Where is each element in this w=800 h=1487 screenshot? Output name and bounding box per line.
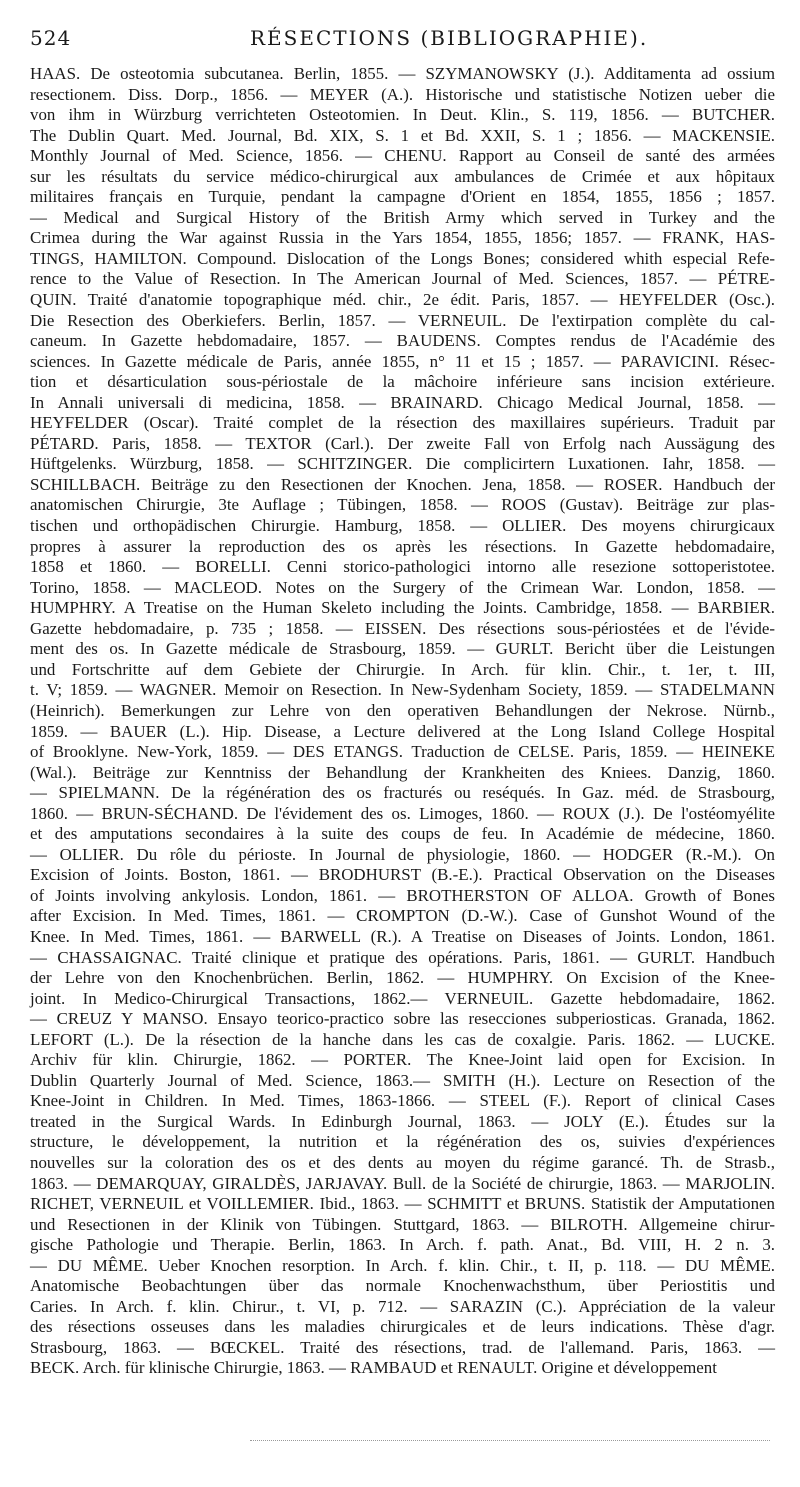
text-line: SCHILLBACH. Beiträge zu den Resectionen der Knochen. Jena, 1858. — ROSER. Handbuch der	[30, 474, 775, 494]
text-line: joint. In Medico-Chirurgical Transactions, 1862.— VERNEUIL. Gazette hebdomadaire, 1862.	[30, 988, 775, 1008]
text-line: — CREUZ Y MANSO. Ensayo teorico-practico sobre las resecciones subperiosticas. Granada, 1862.	[30, 1009, 775, 1029]
page-number: 524	[30, 26, 72, 50]
text-line: von ihm in Würzburg verrichteten Osteotomien. In Deut. Klin., S. 119, 1856. — BUTCHER.	[30, 105, 775, 125]
text-line: sciences. In Gazette médicale de Paris, année 1855, n° 11 et 15 ; 1857. — PARAVICINI. Résec-	[30, 351, 775, 371]
text-line: militaires français en Turquie, pendant la campagne d'Orient en 1854, 1855, 1856 ; 1857.	[30, 187, 775, 207]
text-line: tion et désarticulation sous-périostale de la mâchoire inférieure sans incision extérieure.	[30, 372, 775, 392]
text-line: TINGS, HAMILTON. Compound. Dislocation of the Longs Bones; considered whith especial Refe-	[30, 248, 775, 268]
text-line: structure, le développement, la nutrition et la régénération des os, suivies d'expériences	[30, 1132, 775, 1152]
text-line: Dublin Quarterly Journal of Med. Science, 1863.— SMITH (H.). Lecture on Resection of the	[30, 1070, 775, 1090]
text-line: anatomischen Chirurgie, 3te Auflage ; Tübingen, 1858. — ROOS (Gustav). Beiträge zur plas-	[30, 495, 775, 515]
text-line: sur les résultats du service médico-chirurgical aux ambulances de Crimée et aux hôpitaux	[30, 166, 775, 186]
text-line: PÉTARD. Paris, 1858. — TEXTOR (Carl.). Der zweite Fall von Erfolg nach Aussägung des	[30, 433, 775, 453]
text-line: after Excision. In Med. Times, 1861. — CROMPTON (D.-W.). Case of Gunshot Wound of the	[30, 906, 775, 926]
text-line: des résections osseuses dans les maladies chirurgicales et de leurs indications. Thèse d'agr.	[30, 1317, 775, 1337]
text-line: — SPIELMANN. De la régénération des os fracturés ou reséqués. In Gaz. méd. de Strasbourg,	[30, 783, 775, 803]
text-line: 1863. — DEMARQUAY, GIRALDÈS, JARJAVAY. Bull. de la Société de chirurgie, 1863. — MARJOLIN.	[30, 1173, 775, 1193]
text-line: rence to the Value of Resection. In The American Journal of Med. Sciences, 1857. — PÉTRE-	[30, 269, 775, 289]
text-line: Gazette hebdomadaire, p. 735 ; 1858. — EISSEN. Des résections sous-périostées et de l'évide-	[30, 618, 775, 638]
text-line: Torino, 1858. — MACLEOD. Notes on the Surgery of the Crimean War. London, 1858. —	[30, 577, 775, 597]
text-line: Anatomische Beobachtungen über das normale Knochenwachsthum, über Periostitis und	[30, 1276, 775, 1296]
text-line: — OLLIER. Du rôle du périoste. In Journal de physiologie, 1860. — HODGER (R.-M.). On	[30, 844, 775, 864]
text-line: der Lehre von den Knochenbrüchen. Berlin, 1862. — HUMPHRY. On Excision of the Knee-	[30, 968, 775, 988]
footer-rule	[250, 1440, 770, 1441]
text-line: Caries. In Arch. f. klin. Chirur., t. VI, p. 712. — SARAZIN (C.). Appréciation de la valeur	[30, 1296, 775, 1316]
text-line: (Heinrich). Bemerkungen zur Lehre von den operativen Behandlungen der Nekrose. Nürnb.,	[30, 700, 775, 720]
text-line: Strasbourg, 1863. — BŒCKEL. Traité des résections, trad. de l'allemand. Paris, 1863. —	[30, 1337, 775, 1357]
text-line: resectionem. Diss. Dorp., 1856. — MEYER (A.). Historische und statistische Notizen ueber die	[30, 84, 775, 104]
text-line: — Medical and Surgical History of the British Army which served in Turkey and the	[30, 207, 775, 227]
running-title: RÉSECTIONS (BIBLIOGRAPHIE).	[250, 26, 649, 50]
text-line: Archiv für klin. Chirurgie, 1862. — PORTER. The Knee-Joint laid open for Excision. In	[30, 1050, 775, 1070]
text-line: of Joints involving ankylosis. London, 1861. — BROTHERSTON OF ALLOA. Growth of Bones	[30, 885, 775, 905]
text-line: propres à assurer la reproduction des os après les résections. In Gazette hebdomadaire,	[30, 536, 775, 556]
text-line: HEYFELDER (Oscar). Traité complet de la résection des maxillaires supérieurs. Traduit par	[30, 413, 775, 433]
text-line: — DU MÊME. Ueber Knochen resorption. In Arch. f. klin. Chir., t. II, p. 118. — DU MÊME.	[30, 1255, 775, 1275]
text-line: 1859. — BAUER (L.). Hip. Disease, a Lecture delivered at the Long Island College Hospital	[30, 721, 775, 741]
text-line: nouvelles sur la coloration des os et des dents au moyen du régime garancé. Th. de Strasb.,	[30, 1152, 775, 1172]
text-line: LEFORT (L.). De la résection de la hanche dans les cas de coxalgie. Paris. 1862. — LUCKE.	[30, 1029, 775, 1049]
text-line: und Fortschritte auf dem Gebiete der Chirurgie. In Arch. für klin. Chir., t. 1er, t. III,	[30, 659, 775, 679]
bibliography-text	[30, 64, 775, 1379]
text-line: caneum. In Gazette hebdomadaire, 1857. — BAUDENS. Comptes rendus de l'Académie des	[30, 331, 775, 351]
text-line: of Brooklyne. New-York, 1859. — DES ETANGS. Traduction de CELSE. Paris, 1859. — HEINEKE	[30, 742, 775, 762]
text-line: The Dublin Quart. Med. Journal, Bd. XIX, S. 1 et Bd. XXII, S. 1 ; 1856. — MACKENSIE.	[30, 125, 775, 145]
text-line: — CHASSAIGNAC. Traité clinique et pratique des opérations. Paris, 1861. — GURLT. Handbuch	[30, 947, 775, 967]
text-line: In Annali universali di medicina, 1858. — BRAINARD. Chicago Medical Journal, 1858. —	[30, 392, 775, 412]
text-line: 1860. — BRUN-SÉCHAND. De l'évidement des os. Limoges, 1860. — ROUX (J.). De l'ostéomyélite	[30, 803, 775, 823]
text-line: Monthly Journal of Med. Science, 1856. — CHENU. Rapport au Conseil de santé des armées	[30, 146, 775, 166]
text-line: HUMPHRY. A Treatise on the Human Skeleto including the Joints. Cambridge, 1858. — BARBIER.	[30, 598, 775, 618]
text-line: ment des os. In Gazette médicale de Strasbourg, 1859. — GURLT. Bericht über die Leistungen	[30, 639, 775, 659]
text-line: BECK. Arch. für klinische Chirurgie, 1863. — RAMBAUD et RENAULT. Origine et développement	[30, 1358, 717, 1378]
text-line: gische Pathologie und Therapie. Berlin, 1863. In Arch. f. path. Anat., Bd. VIII, H. 2 n. 3.	[30, 1235, 775, 1255]
text-line: et des amputations secondaires à la suite des coups de feu. In Académie de médecine, 1860.	[30, 824, 775, 844]
text-line: Knee. In Med. Times, 1861. — BARWELL (R.). A Treatise on Diseases of Joints. London, 1861.	[30, 926, 775, 946]
text-line: treated in the Surgical Wards. In Edinburgh Journal, 1863. — JOLY (E.). Études sur la	[30, 1111, 775, 1131]
text-line: Excision of Joints. Boston, 1861. — BRODHURST (B.-E.). Practical Observation on the Diseases	[30, 865, 775, 885]
text-line: RICHET, VERNEUIL et VOILLEMIER. Ibid., 1863. — SCHMITT et BRUNS. Statistik der Amputationen	[30, 1194, 775, 1214]
text-line: t. V; 1859. — WAGNER. Memoir on Resection. In New-Sydenham Society, 1859. — STADELMANN	[30, 680, 775, 700]
text-line: Crimea during the War against Russia in the Yars 1854, 1855, 1856; 1857. — FRANK, HAS-	[30, 228, 775, 248]
text-line: HAAS. De osteotomia subcutanea. Berlin, 1855. — SZYMANOWSKY (J.). Additamenta ad ossium	[30, 64, 775, 83]
text-line: 1858 et 1860. — BORELLI. Cenni storico-pathologici intorno alle resezione sottoperistotee.	[30, 557, 775, 577]
text-line: Die Resection des Oberkiefers. Berlin, 1857. — VERNEUIL. De l'extirpation complète du cal-	[30, 310, 775, 330]
text-line: tischen und orthopädischen Chirurgie. Hamburg, 1858. — OLLIER. Des moyens chirurgicaux	[30, 516, 775, 536]
text-line: und Resectionen in der Klinik von Tübingen. Stuttgard, 1863. — BILROTH. Allgemeine chirur-	[30, 1214, 775, 1234]
text-line: QUIN. Traité d'anatomie topographique méd. chir., 2e édit. Paris, 1857. — HEYFELDER (Osc.).	[30, 290, 775, 310]
text-line: (Wal.). Beiträge zur Kenntniss der Behandlung der Krankheiten des Kniees. Danzig, 1860.	[30, 762, 775, 782]
text-line: Knee-Joint in Children. In Med. Times, 1863-1866. — STEEL (F.). Report of clinical Cases	[30, 1091, 775, 1111]
page-header	[30, 26, 770, 60]
text-line: Hüftgelenks. Würzburg, 1858. — SCHITZINGER. Die complicirtern Luxationen. Iahr, 1858. —	[30, 454, 775, 474]
